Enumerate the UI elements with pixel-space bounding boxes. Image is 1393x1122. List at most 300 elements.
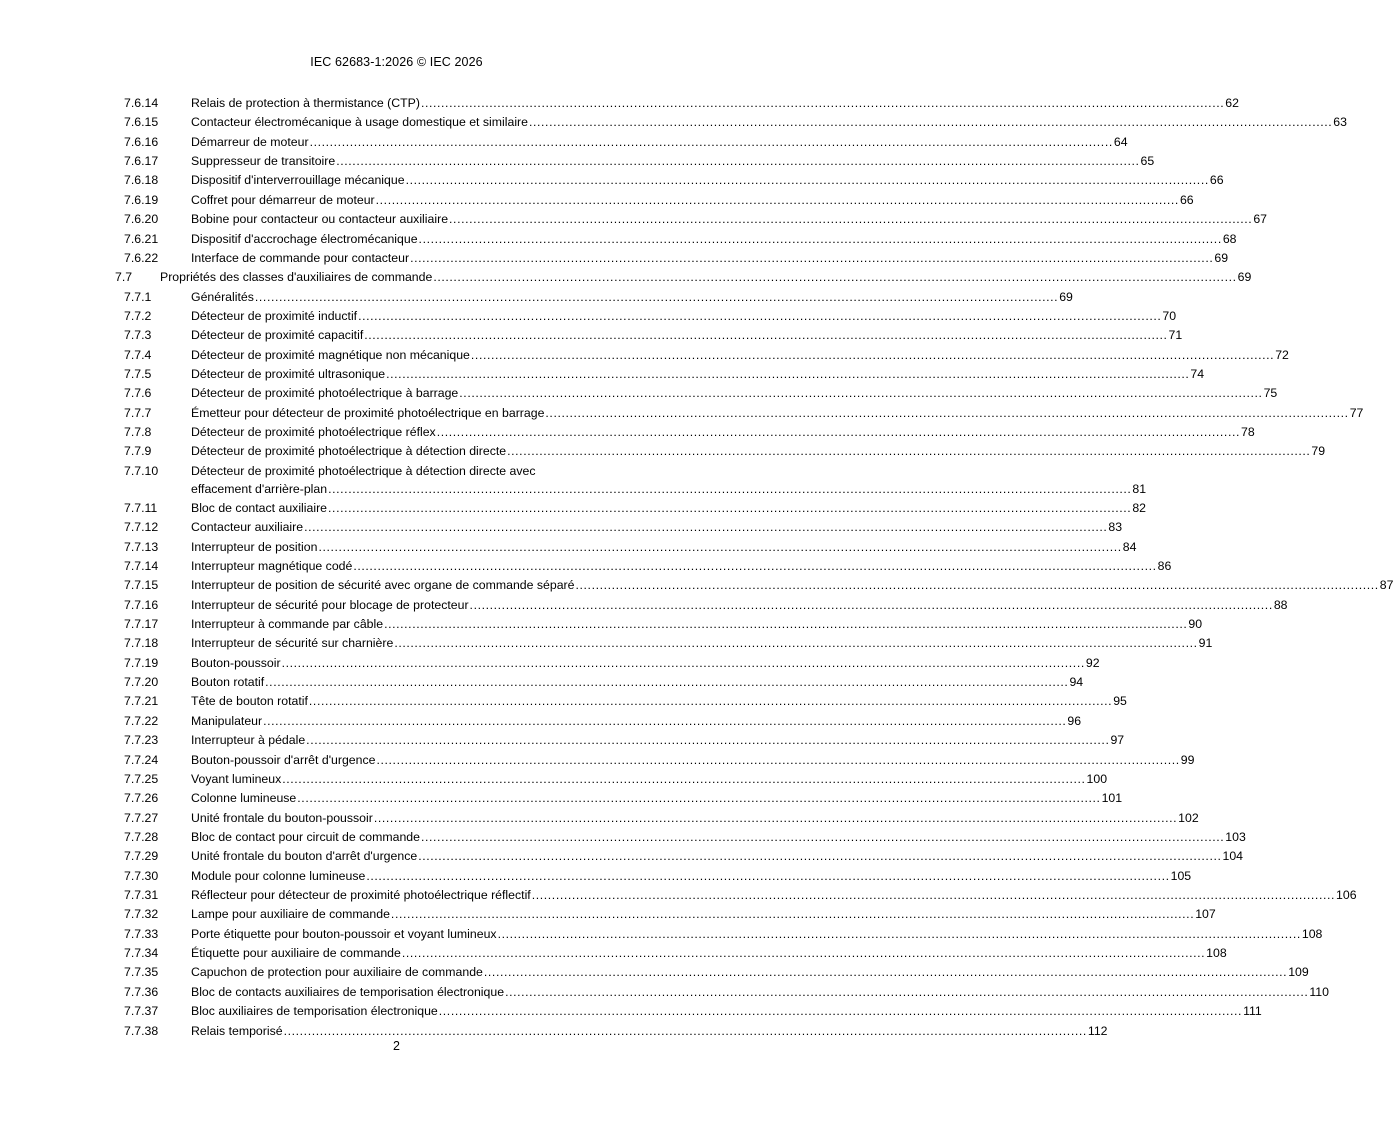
toc-entry-title-block — [191, 518, 1123, 537]
toc-entry-title-block — [191, 133, 1128, 152]
toc-entry-title-block — [191, 692, 1127, 711]
toc-entry[interactable] — [0, 596, 1288, 615]
toc-entry-leader-line — [191, 249, 1229, 268]
toc-entry-title: Interrupteur magnétique codé — [191, 558, 353, 573]
toc-entry-number: 7.7.36 — [124, 984, 159, 999]
toc-entry-leader-line — [191, 171, 1224, 190]
toc-leader-dots: ........................................................................................................................................................................................................ — [575, 578, 1379, 593]
toc-entry-title: Tête de bouton rotatif — [191, 694, 308, 709]
toc-entry-title: Interrupteur de sécurité sur charnière — [191, 636, 394, 651]
toc-entry-number: 7.7.38 — [124, 1023, 159, 1038]
toc-entry-leader-line — [191, 538, 1137, 557]
toc-entry-title: Bouton-poussoir — [191, 655, 281, 670]
toc-entry-number: 7.6.21 — [124, 231, 159, 246]
toc-entry-number: 7.6.16 — [124, 134, 159, 149]
toc-entry-title: Coffret pour démarreur de moteur — [191, 192, 375, 207]
toc-entry-title-block — [191, 983, 1329, 1002]
toc-leader-dots: ........................................................................................................................................................................................................ — [283, 1023, 1087, 1038]
toc-entry-title: Détecteur de proximité inductif — [191, 308, 358, 323]
toc-entry-leader-line — [191, 230, 1237, 249]
toc-leader-dots: ........................................................................................................................................................................................................ — [390, 907, 1195, 922]
toc-entry[interactable] — [0, 152, 1155, 171]
toc-entry-title-block — [191, 384, 1278, 403]
toc-entry-title-block — [191, 905, 1216, 924]
toc-entry[interactable] — [0, 731, 1125, 750]
toc-entry-leader-line — [191, 847, 1244, 866]
toc-entry[interactable] — [0, 171, 1224, 190]
toc-entry-page: 63 — [1333, 115, 1347, 130]
toc-entry-number: 7.7.9 — [124, 444, 152, 459]
toc-entry-number: 7.6.18 — [124, 173, 159, 188]
toc-entry-leader-line — [191, 346, 1289, 365]
toc-entry-leader-line — [191, 809, 1199, 828]
toc-entry[interactable] — [0, 94, 1239, 113]
toc-entry[interactable] — [0, 886, 1357, 905]
toc-leader-dots: ........................................................................................................................................................................................................ — [449, 212, 1253, 227]
toc-entry-number: 7.7.18 — [124, 636, 159, 651]
toc-entry-title-block — [191, 113, 1347, 132]
toc-entry[interactable] — [0, 288, 1073, 307]
toc-entry[interactable] — [0, 673, 1084, 692]
toc-entry[interactable] — [0, 847, 1244, 866]
toc-entry-page: 83 — [1108, 520, 1123, 535]
toc-entry-title: Propriétés des classes d'auxiliaires de commande — [160, 270, 433, 285]
toc-entry-page: 78 — [1241, 425, 1255, 440]
toc-entry-title-block — [191, 673, 1084, 692]
toc-entry-leader-line — [191, 615, 1203, 634]
toc-entry-page: 66 — [1179, 192, 1194, 207]
toc-leader-dots: ........................................................................................................................................................................................................ — [328, 481, 1132, 496]
toc-entry-number: 7.7.12 — [124, 520, 159, 535]
toc-entry[interactable] — [0, 249, 1229, 268]
toc-entry[interactable] — [0, 692, 1127, 711]
toc-entry-title: Dispositif d'accrochage électromécanique — [191, 231, 418, 246]
toc-entry-title: Suppresseur de transitoire — [191, 154, 336, 169]
toc-entry-page: 107 — [1195, 907, 1216, 922]
toc-leader-dots: ........................................................................................................................................................................................................ — [366, 868, 1170, 883]
toc-entry-page: 104 — [1222, 849, 1244, 864]
toc-leader-dots: ........................................................................................................................................................................................................ — [401, 946, 1206, 961]
toc-entry[interactable] — [0, 712, 1082, 731]
toc-entry-number: 7.7.1 — [124, 289, 152, 304]
toc-entry-title-block — [191, 249, 1229, 268]
toc-entry-leader-line — [191, 1022, 1108, 1041]
toc-entry-title: Unité frontale du bouton d'arrêt d'urgence — [191, 849, 418, 864]
toc-entry-leader-line — [191, 673, 1084, 692]
toc-entry[interactable] — [0, 365, 1205, 384]
toc-entry-page: 96 — [1067, 713, 1082, 728]
toc-entry-title: Étiquette pour auxiliaire de commande — [191, 946, 401, 961]
toc-entry-title: Réflecteur pour détecteur de proximité photoélectrique réflectif — [191, 888, 531, 903]
toc-entry-page: 66 — [1209, 173, 1224, 188]
toc-entry-title: Interrupteur à commande par câble — [191, 616, 384, 631]
toc-entry-number: 7.7.34 — [124, 946, 159, 961]
toc-leader-dots: ........................................................................................................................................................................................................ — [507, 444, 1311, 459]
toc-entry-title: Interrupteur de sécurité pour blocage de protecteur — [191, 597, 469, 612]
toc-entry-title-block — [191, 925, 1323, 944]
toc-entry-number: 7.7.23 — [124, 733, 159, 748]
toc-entry-leader-line — [191, 1002, 1262, 1021]
toc-leader-dots: ........................................................................................................................................................................................................ — [438, 1004, 1243, 1019]
toc-entry-number: 7.7.24 — [124, 752, 159, 767]
toc-entry-page: 82 — [1132, 500, 1147, 515]
toc-entry-title-block — [191, 346, 1289, 365]
toc-entry-title-block — [191, 634, 1213, 653]
toc-entry-leader-line — [191, 94, 1239, 113]
toc-entry[interactable] — [0, 963, 1309, 982]
toc-leader-dots: ........................................................................................................................................................................................................ — [405, 173, 1209, 188]
toc-leader-dots: ........................................................................................................................................................................................................ — [433, 270, 1237, 285]
toc-entry-leader-line — [191, 596, 1288, 615]
toc-leader-dots: ........................................................................................................................................................................................................ — [420, 96, 1225, 110]
toc-entry-number: 7.7.5 — [124, 367, 152, 382]
toc-entry-title: Détecteur de proximité photoélectrique à détection directe — [191, 444, 507, 459]
toc-leader-dots: ........................................................................................................................................................................................................ — [505, 984, 1309, 999]
toc-entry-title-block — [191, 191, 1194, 210]
toc-entry-title: Bobine pour contacteur ou contacteur auxiliaire — [191, 212, 449, 227]
toc-entry[interactable] — [0, 518, 1123, 537]
toc-entry[interactable] — [0, 828, 1246, 847]
toc-entry[interactable] — [0, 133, 1128, 152]
toc-entry-title: Interface de commande pour contacteur — [191, 250, 410, 265]
toc-entry-title: Détecteur de proximité magnétique non mécanique — [191, 347, 470, 362]
toc-entry-title: Contacteur électromécanique à usage domestique et similaire — [191, 115, 528, 130]
toc-entry-page: 75 — [1263, 386, 1278, 401]
toc-entry-title: Module pour colonne lumineuse — [191, 868, 366, 883]
toc-entry-page: 77 — [1349, 405, 1364, 420]
toc-entry[interactable] — [0, 925, 1323, 944]
toc-entry-page: 112 — [1087, 1023, 1108, 1038]
toc-entry[interactable] — [0, 538, 1137, 557]
toc-entry-title-block — [191, 307, 1177, 326]
toc-entry[interactable] — [0, 1022, 1108, 1041]
toc-entry[interactable] — [0, 867, 1192, 886]
toc-entry-page: 67 — [1253, 212, 1268, 227]
toc-entry-title-block — [191, 1002, 1262, 1021]
toc-entry[interactable] — [0, 307, 1177, 326]
toc-entry[interactable] — [0, 113, 1347, 132]
toc-entry-leader-line — [191, 886, 1357, 905]
toc-entry-title: Interrupteur de position — [191, 539, 318, 554]
toc-leader-dots: ........................................................................................................................................................................................................ — [528, 115, 1333, 130]
toc-entry-page: 74 — [1190, 367, 1205, 382]
toc-entry[interactable] — [0, 654, 1100, 673]
toc-leader-dots: ........................................................................................................................................................................................................ — [483, 965, 1288, 980]
toc-entry-number: 7.7.26 — [124, 791, 159, 806]
toc-entry-page: 109 — [1288, 965, 1309, 980]
toc-entry-title-block — [191, 867, 1192, 886]
toc-leader-dots: ........................................................................................................................................................................................................ — [531, 888, 1336, 903]
toc-entry[interactable] — [0, 346, 1289, 365]
toc-entry-title-block — [191, 365, 1205, 384]
toc-entry-page: 105 — [1170, 868, 1192, 883]
toc-entry-leader-line — [191, 692, 1127, 711]
toc-entry-title-block — [191, 152, 1155, 171]
toc-entry-number: 7.7.17 — [124, 616, 159, 631]
toc-entry-title: Démarreur de moteur — [191, 134, 309, 149]
toc-entry-title-block — [191, 809, 1199, 828]
toc-entry-number: 7.7.32 — [124, 907, 159, 922]
toc-entry-leader-line — [191, 384, 1278, 403]
toc-entry-title-block — [191, 171, 1224, 190]
toc-leader-dots: ........................................................................................................................................................................................................ — [297, 791, 1101, 806]
toc-entry-title: Lampe pour auxiliaire de commande — [191, 907, 390, 922]
toc-entry-number: 7.7.37 — [124, 1004, 159, 1019]
toc-entry[interactable] — [0, 944, 1227, 963]
toc-entry-leader-line — [191, 905, 1216, 924]
toc-entry-page: 88 — [1273, 597, 1288, 612]
toc-entry[interactable] — [0, 268, 1252, 287]
toc-entry-page: 110 — [1309, 984, 1329, 999]
toc-entry-title: Bloc de contact pour circuit de commande — [191, 829, 420, 844]
toc-entry-leader-line — [191, 152, 1155, 171]
toc-entry-leader-line — [191, 113, 1347, 132]
toc-entry-number: 7.7.4 — [124, 347, 152, 362]
toc-entry-title: Bloc de contacts auxiliaires de temporisation électronique — [191, 984, 505, 999]
toc-entry-title: Détecteur de proximité capacitif — [191, 328, 364, 343]
toc-entry-page: 97 — [1110, 733, 1125, 748]
toc-entry-leader-line — [191, 307, 1177, 326]
toc-entry-page: 94 — [1069, 675, 1084, 690]
toc-entry-leader-line — [191, 442, 1326, 461]
toc-entry-leader-line — [191, 326, 1183, 345]
toc-entry[interactable] — [0, 423, 1255, 442]
toc-entry-leader-line — [191, 404, 1364, 423]
toc-entry[interactable] — [0, 634, 1213, 653]
toc-leader-dots: ........................................................................................................................................................................................................ — [375, 192, 1179, 207]
toc-entry[interactable] — [0, 983, 1329, 1002]
toc-entry-title-block — [191, 499, 1147, 518]
toc-entry[interactable] — [0, 770, 1108, 789]
toc-entry-number: 7.7.2 — [124, 308, 152, 323]
toc-entry-number: 7.7.35 — [124, 965, 159, 980]
toc-entry-page: 106 — [1336, 888, 1357, 903]
toc-entry-title-block — [191, 963, 1309, 982]
toc-entry[interactable] — [0, 442, 1326, 461]
toc-entry-title-block — [191, 654, 1100, 673]
toc-entry-number: 7.7.14 — [124, 558, 159, 573]
toc-entry-page: 111 — [1243, 1004, 1262, 1019]
toc-leader-dots: ........................................................................................................................................................................................................ — [436, 425, 1240, 440]
toc-entry-page: 71 — [1168, 328, 1183, 343]
toc-entry-title-block — [191, 731, 1125, 750]
toc-leader-dots: ........................................................................................................................................................................................................ — [308, 694, 1113, 709]
toc-entry-number: 7.7.33 — [124, 926, 159, 941]
toc-entry-number: 7.7.28 — [124, 829, 159, 844]
toc-entry-title-block — [191, 576, 1393, 595]
toc-leader-dots: ........................................................................................................................................................................................................ — [394, 636, 1198, 651]
toc-entry-title: Colonne lumineuse — [191, 791, 297, 806]
toc-entry-leader-line — [160, 268, 1252, 287]
toc-entry-leader-line — [191, 867, 1192, 886]
toc-entry-title-block — [191, 615, 1203, 634]
toc-entry-title: Bloc auxiliaires de temporisation électronique — [191, 1004, 438, 1019]
toc-entry[interactable] — [0, 499, 1147, 518]
toc-entry-title: Détecteur de proximité photoélectrique à barrage — [191, 386, 459, 401]
toc-entry-page: 69 — [1237, 270, 1252, 285]
toc-entry-leader-line — [191, 789, 1123, 808]
toc-entry[interactable] — [0, 404, 1364, 423]
toc-entry-title-block — [191, 751, 1195, 770]
toc-entry-title: Émetteur pour détecteur de proximité photoélectrique en barrage — [191, 405, 545, 420]
toc-entry[interactable] — [0, 1002, 1262, 1021]
toc-entry-title-block — [191, 789, 1123, 808]
toc-leader-dots: ........................................................................................................................................................................................................ — [470, 347, 1275, 362]
toc-entry-leader-line — [191, 557, 1172, 576]
toc-entry-title: Manipulateur — [191, 713, 263, 728]
toc-leader-dots: ........................................................................................................................................................................................................ — [309, 134, 1113, 149]
toc-leader-dots: ........................................................................................................................................................................................................ — [384, 616, 1188, 631]
toc-entry-leader-line — [191, 944, 1227, 963]
toc-leader-dots: ........................................................................................................................................................................................................ — [459, 386, 1263, 401]
toc-entry-title: Relais temporisé — [191, 1023, 283, 1038]
toc-entry-title-line: Détecteur de proximité photoélectrique à détection directe avec — [191, 463, 536, 478]
toc-entry-title-block — [191, 462, 1147, 499]
toc-entry-title: Détecteur de proximité ultrasonique — [191, 367, 386, 382]
toc-entry-title: effacement d'arrière-plan — [191, 481, 328, 496]
toc-entry-title: Bouton rotatif — [191, 675, 265, 690]
toc-entry-title-block — [191, 596, 1288, 615]
toc-entry-title-block — [160, 268, 1252, 287]
toc-entry-title: Unité frontale du bouton-poussoir — [191, 810, 373, 825]
toc-entry-number: 7.7.7 — [124, 405, 152, 420]
toc-entry-number: 7.6.20 — [124, 212, 159, 227]
toc-entry-number: 7.6.22 — [124, 250, 159, 265]
toc-entry-title-block — [191, 404, 1364, 423]
toc-entry-title: Bouton-poussoir d'arrêt d'urgence — [191, 752, 376, 767]
toc-entry-page: 92 — [1085, 655, 1100, 670]
toc-leader-dots: ........................................................................................................................................................................................................ — [336, 154, 1140, 169]
toc-leader-dots: ........................................................................................................................................................................................................ — [497, 926, 1301, 941]
toc-entry-title: Détecteur de proximité photoélectrique réflex — [191, 425, 436, 440]
toc-entry[interactable] — [0, 905, 1216, 924]
toc-leader-dots: ........................................................................................................................................................................................................ — [420, 829, 1225, 844]
toc-entry-number: 7.7.8 — [124, 425, 152, 440]
toc-entry-page: 108 — [1206, 946, 1227, 961]
toc-entry-title-block — [191, 1022, 1108, 1041]
toc-entry-number: 7.7.27 — [124, 810, 159, 825]
toc-leader-dots: ........................................................................................................................................................................................................ — [328, 500, 1132, 515]
toc-entry-page: 81 — [1132, 481, 1147, 496]
toc-entry-title: Voyant lumineux — [191, 771, 282, 786]
toc-entry-title-block — [191, 210, 1268, 229]
toc-entry-leader-line — [191, 963, 1309, 982]
toc-entry-leader-line — [191, 210, 1268, 229]
toc-entry[interactable] — [0, 557, 1172, 576]
toc-entry-leader-line — [191, 751, 1195, 770]
toc-entry[interactable] — [0, 576, 1393, 595]
toc-entry-page: 84 — [1122, 539, 1137, 554]
toc-entry-title-block — [191, 828, 1246, 847]
toc-entry[interactable] — [0, 789, 1123, 808]
toc-entry-page: 100 — [1086, 771, 1108, 786]
toc-entry-leader-line — [191, 288, 1073, 307]
toc-leader-dots: ........................................................................................................................................................................................................ — [364, 328, 1168, 343]
toc-entry-number: 7.7.21 — [124, 694, 159, 709]
toc-leader-dots: ........................................................................................................................................................................................................ — [469, 597, 1273, 612]
toc-leader-dots: ........................................................................................................................................................................................................ — [265, 675, 1069, 690]
toc-entry-title-block — [191, 288, 1073, 307]
toc-leader-dots: ........................................................................................................................................................................................................ — [304, 520, 1108, 535]
toc-entry-number: 7.7.15 — [124, 578, 159, 593]
toc-entry-leader-line — [191, 983, 1329, 1002]
toc-entry[interactable] — [0, 210, 1268, 229]
toc-entry-leader-line — [191, 712, 1082, 731]
toc-entry-title: Contacteur auxiliaire — [191, 520, 304, 535]
toc-entry-leader-line — [191, 925, 1323, 944]
toc-entry-title-block — [191, 423, 1255, 442]
toc-leader-dots: ........................................................................................................................................................................................................ — [373, 810, 1178, 825]
toc-entry-number: 7.7.13 — [124, 539, 159, 554]
toc-entry-page: 68 — [1222, 231, 1237, 246]
toc-leader-dots: ........................................................................................................................................................................................................ — [353, 558, 1157, 573]
toc-entry[interactable] — [0, 809, 1199, 828]
toc-entry[interactable] — [0, 615, 1203, 634]
toc-entry-number: 7.7.22 — [124, 713, 159, 728]
toc-entry-title: Interrupteur à pédale — [191, 733, 306, 748]
toc-entry-leader-line — [191, 423, 1255, 442]
toc-leader-dots: ........................................................................................................................................................................................................ — [263, 713, 1067, 728]
toc-entry-leader-line — [191, 770, 1108, 789]
toc-entry-page: 90 — [1188, 616, 1203, 631]
toc-entry-number: 7.7.25 — [124, 771, 159, 786]
toc-entry-title-block — [191, 944, 1227, 963]
toc-leader-dots: ........................................................................................................................................................................................................ — [545, 405, 1349, 420]
toc-entry-leader-line — [191, 480, 1147, 499]
toc-entry-number: 7.7.30 — [124, 868, 159, 883]
toc-entry-title-block — [191, 712, 1082, 731]
toc-entry-leader-line — [191, 634, 1213, 653]
toc-leader-dots: ........................................................................................................................................................................................................ — [282, 771, 1086, 786]
toc-entry-page: 87 — [1379, 578, 1393, 593]
toc-entry-title: Porte étiquette pour bouton-poussoir et voyant lumineux — [191, 926, 497, 941]
toc-leader-dots: ........................................................................................................................................................................................................ — [358, 308, 1162, 323]
toc-entry[interactable] — [0, 462, 1147, 499]
toc-leader-dots: ........................................................................................................................................................................................................ — [376, 752, 1180, 767]
toc-entry-page: 62 — [1225, 96, 1239, 110]
toc-entry-title-block — [191, 230, 1237, 249]
toc-entry-number: 7.7.16 — [124, 597, 159, 612]
toc-entry-title: Dispositif d'interverrouillage mécanique — [191, 173, 405, 188]
toc-entry[interactable] — [0, 230, 1237, 249]
toc-entry-number: 7.7.19 — [124, 655, 159, 670]
toc-leader-dots: ........................................................................................................................................................................................................ — [281, 655, 1085, 670]
toc-entry-title-block — [191, 442, 1326, 461]
toc-leader-dots: ........................................................................................................................................................................................................ — [318, 539, 1122, 554]
toc-entry-number: 7.7.3 — [124, 328, 152, 343]
toc-entry-page: 69 — [1059, 289, 1073, 304]
toc-entry-number: 7.7.11 — [124, 500, 158, 515]
toc-entry[interactable] — [0, 384, 1278, 403]
toc-entry-page: 65 — [1140, 154, 1155, 169]
toc-entry-page: 95 — [1113, 694, 1127, 709]
toc-entry-page: 102 — [1178, 810, 1199, 825]
toc-entry-leader-line — [191, 133, 1128, 152]
toc-entry[interactable] — [0, 751, 1195, 770]
toc-entry-number: 7.6.15 — [124, 115, 159, 130]
toc-entry-page: 70 — [1162, 308, 1177, 323]
toc-entry-number: 7.6.14 — [124, 96, 159, 110]
toc-entry[interactable] — [0, 326, 1183, 345]
toc-entry-number: 7.7.6 — [124, 386, 152, 401]
toc-entry-page: 86 — [1157, 558, 1172, 573]
toc-leader-dots: ........................................................................................................................................................................................................ — [386, 367, 1190, 382]
toc-entry[interactable] — [0, 191, 1194, 210]
page-header: IEC 62683-1:2026 © IEC 2026 — [310, 55, 483, 69]
toc-entry-page: 101 — [1101, 791, 1123, 806]
toc-entry-leader-line — [191, 191, 1194, 210]
toc-entry-page: 64 — [1113, 134, 1128, 149]
